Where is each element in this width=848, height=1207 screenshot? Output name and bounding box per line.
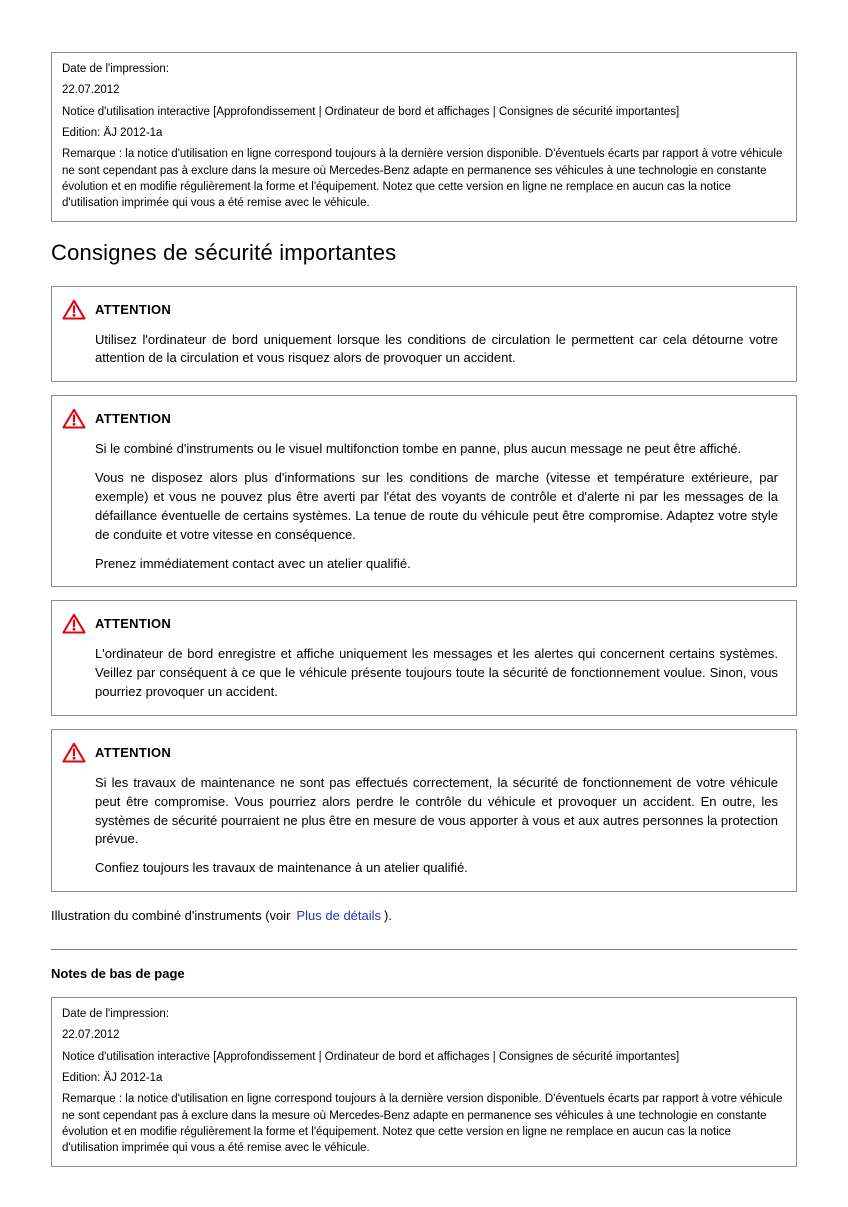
print-date-label: Date de l'impression:	[62, 1008, 170, 1021]
warning-body	[95, 645, 782, 702]
warning-body	[95, 440, 782, 573]
warning-label: ATTENTION	[95, 744, 172, 760]
warning-label: ATTENTION	[95, 411, 172, 427]
warning-body	[95, 331, 782, 369]
more-details-link[interactable]: Plus de détails	[296, 908, 382, 924]
warning-paragraph: Vous ne disposez alors plus d'informations sur les conditions de marche (vitesse et température extérieure, par exemple) et vous ne pouvez plus être averti par l'état des voyants de contrôle et d'alerte ni par les messages de la défaillance éventuelle de certains systèmes. La tenue de route du véhicule peut être compromise. Adaptez votre style de conduite et votre vitesse en conséquence.	[95, 470, 778, 542]
warning-header	[62, 299, 782, 320]
illustration-text-after: ).	[384, 908, 392, 924]
notice-breadcrumb: Notice d'utilisation interactive [Approfondissement | Ordinateur de bord et affichages | Consignes de sécurité importantes]	[62, 105, 680, 118]
warning-label: ATTENTION	[95, 616, 172, 632]
print-date-value: 22.07.2012	[62, 84, 120, 97]
warning-triangle-icon	[62, 299, 86, 320]
warning-box-2	[51, 395, 797, 587]
print-info-footer	[51, 997, 797, 1167]
warning-body	[95, 774, 782, 878]
print-info-header	[51, 52, 797, 222]
warning-paragraph: Prenez immédiatement contact avec un atelier qualifié.	[95, 555, 411, 571]
warning-paragraph: Si le combiné d'instruments ou le visuel multifonction tombe en panne, plus aucun message ne peut être affiché.	[95, 441, 742, 457]
edition-label: Edition: ÄJ 2012-1a	[62, 126, 163, 139]
warning-box-1	[51, 286, 797, 383]
illustration-line	[51, 908, 797, 923]
warning-label: ATTENTION	[95, 301, 172, 317]
divider	[51, 949, 797, 950]
warning-triangle-icon	[62, 742, 86, 763]
illustration-text-before: Illustration du combiné d'instruments (voir	[51, 908, 291, 924]
warning-paragraph: Si les travaux de maintenance ne sont pas effectués correctement, la sécurité de fonctionnement de votre véhicule peut être compromise. Vous pourriez alors perdre le contrôle du véhicule et provoquer un accident. En outre, les systèmes de sécurité pourraient ne plus être en mesure de vous apporter à vous et aux autres personnes la protection prévue.	[95, 774, 778, 847]
warning-box-3	[51, 600, 797, 716]
warning-triangle-icon	[62, 408, 86, 429]
warning-paragraph: Utilisez l'ordinateur de bord uniquement lorsque les conditions de circulation le permettent car cela détourne votre attention de la circulation et vous risquez alors de provoquer un accident.	[95, 331, 778, 366]
print-date-value: 22.07.2012	[62, 1029, 120, 1042]
online-version-remark: Remarque : la notice d'utilisation en ligne correspond toujours à la dernière version disponible. D'éventuels écarts par rapport à votre véhicule ne sont cependant pas à exclure dans la mesure où Mercedes-Benz adapte en permanence ses véhicules à une technologie en constante évolution et en modifie régulièrement la forme et l'équipement. Notez que cette version en ligne ne remplace en aucun cas la notice d'utilisation imprimée qui vous a été remise avec le véhicule.	[62, 1093, 783, 1155]
page-title: Consignes de sécurité importantes	[51, 239, 397, 265]
warning-paragraph: Confiez toujours les travaux de maintenance à un atelier qualifié.	[95, 860, 468, 876]
print-date-label: Date de l'impression:	[62, 63, 170, 75]
warning-header	[62, 408, 782, 429]
warning-header	[62, 613, 782, 634]
warning-box-4	[51, 729, 797, 892]
edition-label: Edition: ÄJ 2012-1a	[62, 1072, 163, 1085]
notice-breadcrumb: Notice d'utilisation interactive [Approfondissement | Ordinateur de bord et affichages | Consignes de sécurité importantes]	[62, 1050, 680, 1063]
online-version-remark: Remarque : la notice d'utilisation en ligne correspond toujours à la dernière version disponible. D'éventuels écarts par rapport à votre véhicule ne sont cependant pas à exclure dans la mesure où Mercedes-Benz adapte en permanence ses véhicules à une technologie en constante évolution et en modifie régulièrement la forme et l'équipement. Notez que cette version en ligne ne remplace en aucun cas la notice d'utilisation imprimée qui vous a été remise avec le véhicule.	[62, 148, 783, 210]
warning-triangle-icon	[62, 613, 86, 634]
warning-header	[62, 742, 782, 763]
footnotes-heading: Notes de bas de page	[51, 966, 185, 982]
warning-paragraph: L'ordinateur de bord enregistre et affiche uniquement les messages et les alertes qui concernent certains systèmes. Veillez par conséquent à ce que le véhicule présente toujours toute la sécurité de fonctionnement voulue. Sinon, vous pourriez provoquer un accident.	[95, 646, 778, 700]
